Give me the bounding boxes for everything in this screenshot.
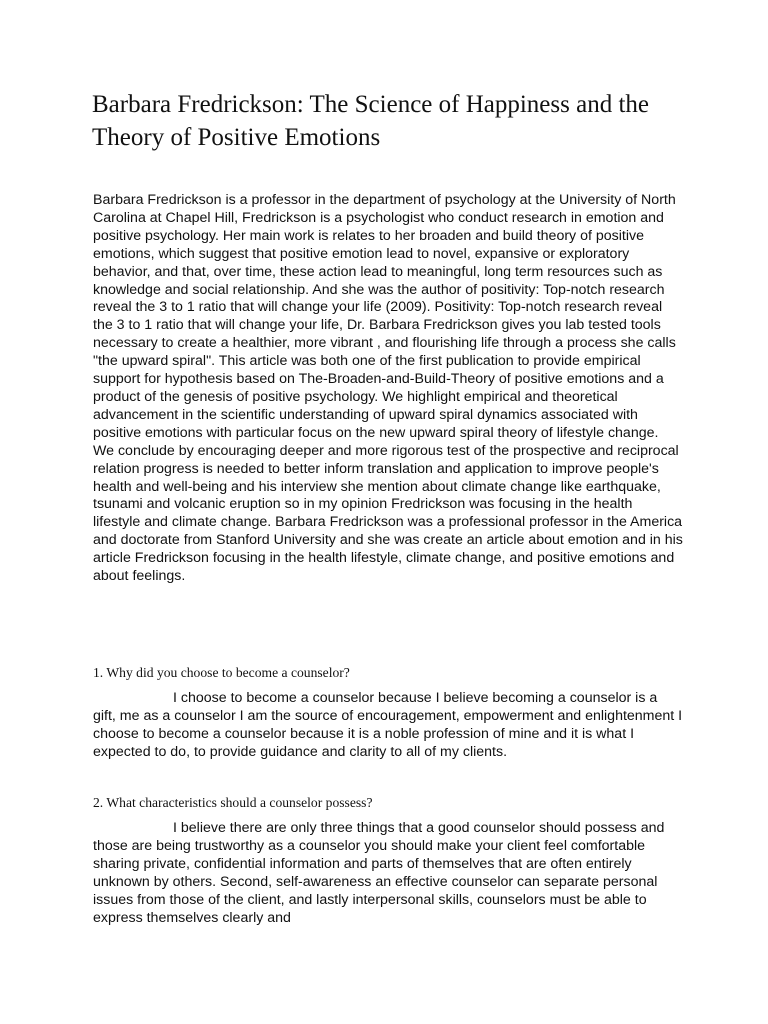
answer-2: I believe there are only three things that a good counselor should possess and those are being trustworthy as a counselor you should make your client feel comfortable sharing private, confidential information and parts of themselves that are often entirely unknown by others. Second, self-awareness an effective counselor can separate personal issues from those of the client, and lastly interpersonal skills, counselors must be able to express themselves clearly and — [93, 820, 665, 926]
question-2: 2. What characteristics should a counselor possess? — [93, 795, 373, 810]
intro-paragraph: Barbara Fredrickson is a professor in the department of psychology at the University of North Carolina at Chapel Hill, Fredrickson is a psychologist who conduct research in emotion and positive psychology. Her main work is relates to her broaden and build theory of positive emotions, which suggest that positive emotion lead to novel, expansive or exploratory behavior, and that, over time, these action lead to meaningful, long term resources such as knowledge and social relationship. And she was the author of positivity: Top-notch research reveal the 3 to 1 ratio that will change your life (2009). Positivity: Top-notch research reveal the 3 to 1 ratio that will change your life, Dr. Barbara Fredrickson gives you lab tested tools necessary to create a healthier, more vibrant , and flourishing life through a process she calls "the upward spiral". This article was both one of the first publication to provide empirical support for hypothesis based on The-Broaden-and-Build-Theory of positive emotions and a product of the genesis of positive psychology. We highlight empirical and theoretical advancement in the scientific understanding of upward spiral dynamics associated with positive emotions with particular focus on the new upward spiral theory of lifestyle change. We conclude by encouraging deeper and more rigorous test of the prospective and reciprocal relation progress is needed to better inform translation and application to improve people's health and well-being and his interview she mention about climate change like earthquake, tsunami and volcanic eruption so in my opinion Fredrickson was focusing in the health lifestyle and climate change. Barbara Fredrickson was a professional professor in the America and doctorate from Stanford University and she was create an article about emotion and in his article Fredrickson focusing in the health lifestyle, climate change, and positive emotions and about feelings. — [93, 192, 683, 585]
question-1: 1. Why did you choose to become a counselor? — [93, 665, 350, 680]
document-title: Barbara Fredrickson: The Science of Happiness and the Theory of Positive Emotions — [92, 91, 649, 151]
answer-1: I choose to become a counselor because I believe becoming a counselor is a gift, me as a counselor I am the source of encouragement, empowerment and enlightenment I choose to become a counselor because it is a noble profession of mine and it is what I expected to do, to provide guidance and clarity to all of my clients. — [93, 690, 683, 760]
